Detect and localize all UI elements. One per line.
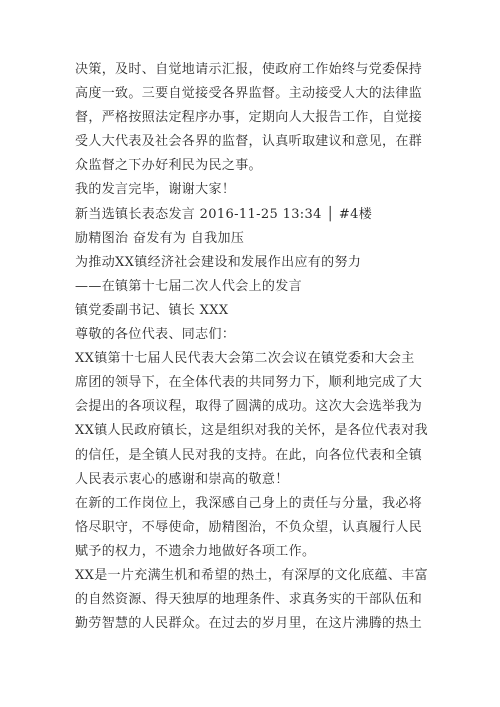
salutation: 尊敬的各位代表、同志们： [75,327,236,343]
paragraph-commitment [75,492,435,564]
text-line: XX镇人民政府镇长，这是组织对我的关怀，是各位代表对我 [75,423,428,439]
text-line: 众监督之下办好利民为民之事。 [75,158,262,174]
speech-subtitle: 为推动XX镇经济社会建设和发展作出应有的努力 [75,254,362,270]
closing-line: 我的发言完毕，谢谢大家！ [75,182,236,198]
text-line: 受人大代表及社会各界的监督，认真听取建议和意见，在群 [75,134,423,150]
text-line: 在新的工作岗位上，我深感自己身上的责任与分量，我必将 [75,495,423,511]
document-page [75,58,435,636]
text-line: 席团的领导下，在全体代表的共同努力下，顺利地完成了大 [75,375,423,391]
paragraph-thanks [75,347,435,492]
speaker-line: 镇党委副书记、镇长 XXX [75,302,229,318]
text-line: 会提出的各项议程，取得了圆满的成功。这次大会选举我为 [75,399,423,415]
text-line: 恪尽职守，不辱使命，励精图治，不负众望，认真履行人民 [75,519,423,535]
text-line: XX是一片充满生机和希望的热土，有深厚的文化底蕴、丰富 [75,567,428,583]
text-line: XX镇第十七届人民代表大会第二次会议在镇党委和大会主 [75,351,415,367]
post-header: 新当选镇长表态发言 2016-11-25 13:34 │ #4楼 [75,206,373,222]
text-line: 高度一致。三要自觉接受各界监督。主动接受人大的法律监 [75,86,423,102]
text-line: 赋予的权力，不遗余力地做好各项工作。 [75,543,316,559]
speech-title: 励精图治 奋发有为 自我加压 [75,230,245,246]
text-line: 勤劳智慧的人民群众。在过去的岁月里，在这片沸腾的热土 [75,616,423,632]
text-line: 的信任，是全镇人民对我的支持。在此，向各位代表和全镇 [75,447,423,463]
text-line: 决策，及时、自觉地请示汇报，使政府工作始终与党委保持 [75,62,423,77]
text-line: 的自然资源、得天独厚的地理条件、求真务实的干部队伍和 [75,592,423,608]
text-line: 督，严格按照法定程序办事，定期向人大报告工作，自觉接 [75,110,423,126]
text-line: 人民表示衷心的感谢和崇高的敬意！ [75,471,289,487]
speech-occasion: ——在镇第十七届二次人代会上的发言 [75,278,302,294]
paragraph-town [75,564,435,636]
paragraph-supervision [75,58,435,178]
